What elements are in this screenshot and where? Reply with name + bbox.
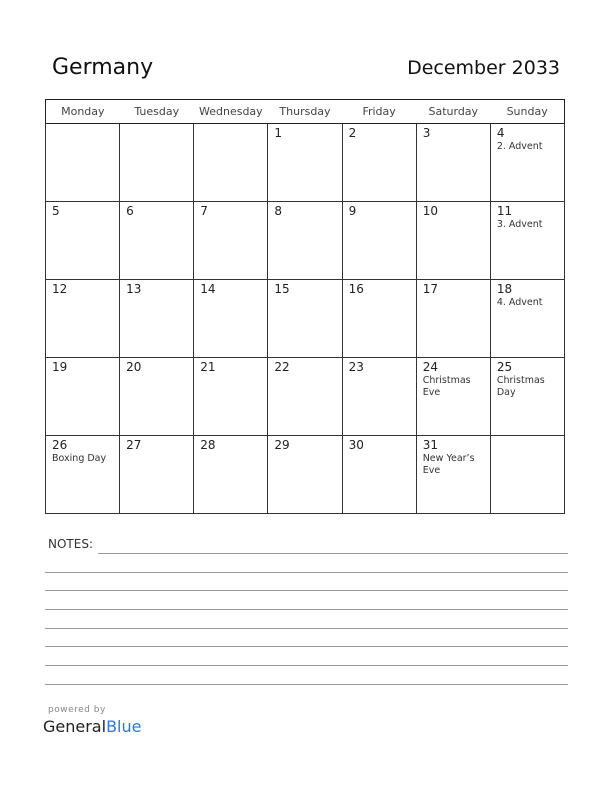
day-cell bbox=[416, 124, 490, 202]
note-line bbox=[45, 590, 568, 591]
day-number: 6 bbox=[126, 204, 134, 218]
holiday-label bbox=[194, 296, 267, 297]
note-line bbox=[45, 646, 568, 647]
day-number: 13 bbox=[126, 282, 142, 296]
day-cell bbox=[342, 280, 416, 358]
day-number: 27 bbox=[126, 438, 142, 452]
day-number: 2 bbox=[348, 126, 357, 140]
day-cell bbox=[268, 280, 342, 358]
day-number: 16 bbox=[348, 282, 364, 296]
note-line bbox=[45, 609, 568, 610]
day-cell bbox=[342, 436, 416, 514]
day-cell bbox=[194, 358, 268, 436]
holiday-label: New Year’s Eve bbox=[422, 453, 475, 476]
week-row bbox=[46, 358, 565, 436]
day-cell bbox=[194, 436, 268, 514]
day-cell bbox=[342, 358, 416, 436]
day-number: 30 bbox=[348, 438, 364, 452]
day-number: 18 bbox=[496, 282, 513, 296]
day-number: 4 bbox=[496, 126, 505, 140]
holiday-label bbox=[120, 374, 193, 375]
day-number: 5 bbox=[52, 204, 60, 218]
note-line bbox=[98, 553, 568, 554]
holiday-label bbox=[46, 218, 119, 219]
day-number: 20 bbox=[126, 360, 142, 374]
holiday-label: Boxing Day bbox=[52, 453, 107, 464]
day-cell bbox=[46, 436, 120, 514]
holiday-label bbox=[268, 218, 341, 219]
holiday-label bbox=[343, 140, 416, 141]
holiday-label bbox=[120, 218, 193, 219]
day-cell bbox=[194, 280, 268, 358]
day-number: 31 bbox=[422, 438, 438, 452]
day-cell bbox=[120, 202, 194, 280]
day-number: 10 bbox=[422, 204, 438, 218]
country-title: Germany bbox=[52, 55, 154, 80]
day-cell bbox=[46, 202, 120, 280]
weekday-header: Wednesday bbox=[194, 100, 268, 124]
holiday-label bbox=[120, 452, 193, 453]
note-line bbox=[45, 684, 568, 685]
day-cell bbox=[194, 202, 268, 280]
day-cell bbox=[490, 436, 564, 514]
holiday-label bbox=[417, 218, 490, 219]
day-cell bbox=[416, 280, 490, 358]
note-line bbox=[45, 572, 568, 573]
day-cell bbox=[46, 280, 120, 358]
day-number: 12 bbox=[52, 282, 68, 296]
day-number: 24 bbox=[422, 360, 438, 374]
day-cell bbox=[490, 358, 564, 436]
holiday-label bbox=[343, 218, 416, 219]
day-number: 8 bbox=[274, 204, 283, 218]
day-cell bbox=[194, 124, 268, 202]
month-title: December 2033 bbox=[407, 57, 560, 79]
weekday-header: Thursday bbox=[268, 100, 342, 124]
week-row bbox=[46, 436, 565, 514]
day-cell bbox=[490, 124, 564, 202]
day-number: 1 bbox=[274, 126, 283, 140]
holiday-label bbox=[268, 296, 341, 297]
brand-name-part1: General bbox=[43, 717, 107, 736]
day-cell bbox=[268, 202, 342, 280]
day-cell bbox=[120, 436, 194, 514]
day-number: 7 bbox=[200, 204, 208, 218]
day-cell bbox=[268, 436, 342, 514]
holiday-label bbox=[120, 296, 193, 297]
day-number: 17 bbox=[422, 282, 438, 296]
day-cell bbox=[342, 124, 416, 202]
day-cell bbox=[416, 202, 490, 280]
holiday-label bbox=[46, 296, 119, 297]
note-line bbox=[45, 665, 568, 666]
generalblue-logo[interactable] bbox=[43, 717, 141, 736]
notes-label: NOTES: bbox=[48, 537, 93, 551]
holiday-label bbox=[268, 452, 341, 453]
day-number: 19 bbox=[52, 360, 68, 374]
week-row bbox=[46, 280, 565, 358]
day-cell bbox=[268, 358, 342, 436]
holiday-label bbox=[194, 452, 267, 453]
day-cell bbox=[268, 124, 342, 202]
note-line bbox=[45, 628, 568, 629]
day-number: 26 bbox=[52, 438, 68, 452]
holiday-label bbox=[46, 126, 119, 127]
weekday-header-row bbox=[46, 100, 565, 124]
holiday-label bbox=[194, 218, 267, 219]
holiday-label bbox=[343, 452, 416, 453]
week-row bbox=[46, 124, 565, 202]
day-cell bbox=[342, 202, 416, 280]
day-cell bbox=[120, 358, 194, 436]
weekday-header: Saturday bbox=[416, 100, 490, 124]
powered-by-text: powered by bbox=[48, 705, 106, 715]
day-number: 15 bbox=[274, 282, 290, 296]
brand-name-part2: Blue bbox=[106, 717, 142, 736]
day-number: 29 bbox=[274, 438, 290, 452]
day-number: 23 bbox=[348, 360, 364, 374]
weekday-header: Friday bbox=[342, 100, 416, 124]
day-number: 28 bbox=[200, 438, 216, 452]
holiday-label bbox=[120, 126, 193, 127]
holiday-label: 4. Advent bbox=[496, 297, 543, 308]
day-number: 14 bbox=[200, 282, 216, 296]
holiday-label: Christmas Eve bbox=[422, 375, 471, 398]
weekday-header: Tuesday bbox=[120, 100, 194, 124]
day-number: 9 bbox=[348, 204, 357, 218]
holiday-label bbox=[417, 296, 490, 297]
holiday-label: Christmas Day bbox=[496, 375, 545, 398]
day-number: 11 bbox=[496, 204, 513, 218]
calendar-grid bbox=[45, 99, 565, 514]
day-number: 25 bbox=[496, 360, 513, 374]
holiday-label bbox=[194, 126, 267, 127]
week-row bbox=[46, 202, 565, 280]
day-cell bbox=[46, 124, 120, 202]
day-number: 21 bbox=[200, 360, 216, 374]
day-cell bbox=[120, 124, 194, 202]
holiday-label bbox=[491, 438, 564, 439]
weekday-header: Sunday bbox=[490, 100, 564, 124]
holiday-label bbox=[268, 140, 341, 141]
weekday-header: Monday bbox=[46, 100, 120, 124]
holiday-label: 3. Advent bbox=[496, 219, 543, 230]
day-number: 22 bbox=[274, 360, 290, 374]
day-cell bbox=[416, 358, 490, 436]
day-cell bbox=[416, 436, 490, 514]
day-cell bbox=[46, 358, 120, 436]
day-cell bbox=[490, 280, 564, 358]
holiday-label bbox=[194, 374, 267, 375]
holiday-label bbox=[46, 374, 119, 375]
holiday-label bbox=[343, 296, 416, 297]
holiday-label bbox=[417, 140, 490, 141]
holiday-label: 2. Advent bbox=[496, 141, 543, 152]
day-number: 3 bbox=[422, 126, 431, 140]
day-cell bbox=[490, 202, 564, 280]
holiday-label bbox=[343, 374, 416, 375]
holiday-label bbox=[268, 374, 341, 375]
day-cell bbox=[120, 280, 194, 358]
